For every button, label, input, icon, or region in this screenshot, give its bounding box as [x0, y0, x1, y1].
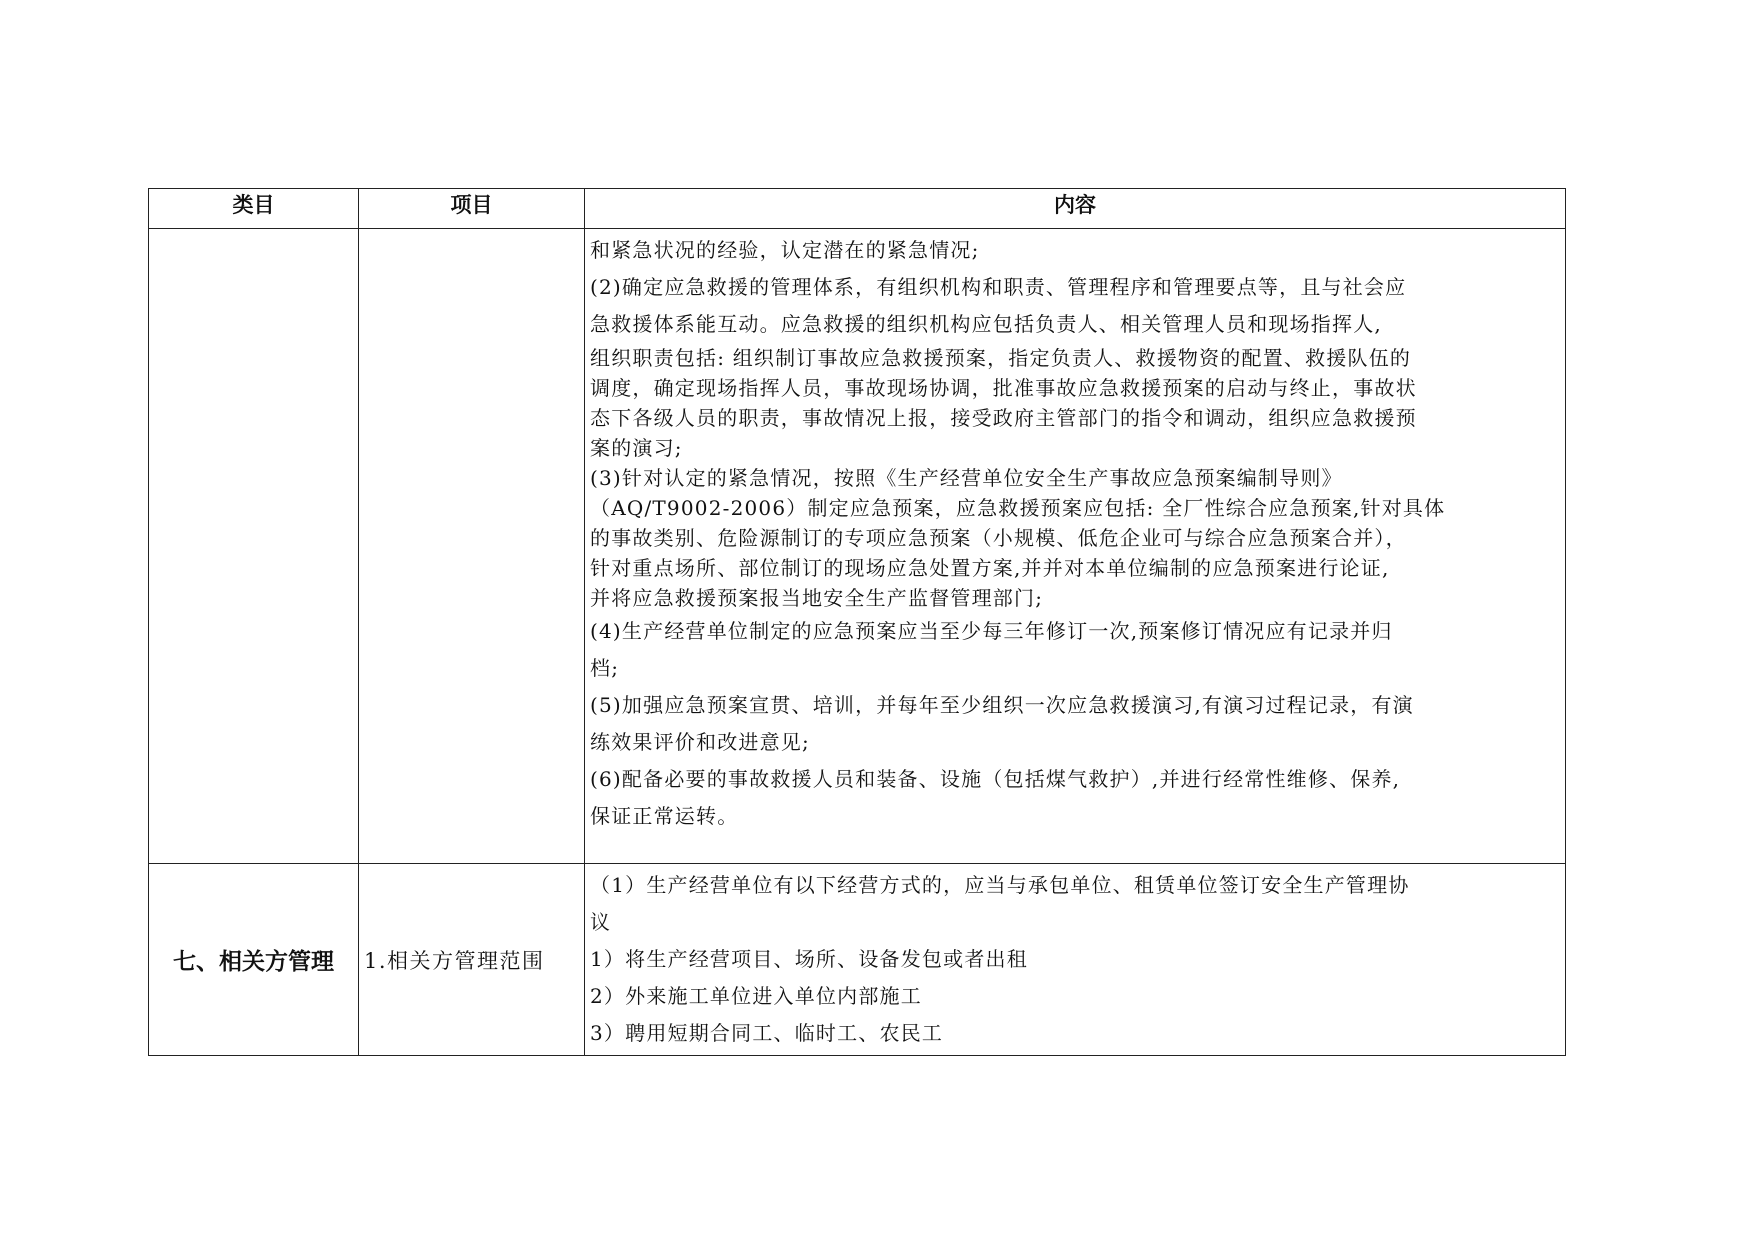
content-line: （1）生产经营单位有以下经营方式的，应当与承包单位、租赁单位签订安全生产管理协 — [590, 873, 1410, 897]
standards-table — [148, 188, 1566, 1056]
content-line: (3)针对认定的紧急情况，按照《生产经营单位安全生产事故应急预案编制导则》 — [590, 466, 1343, 490]
content-line: (4)生产经营单位制定的应急预案应当至少每三年修订一次,预案修订情况应有记录并归 — [590, 619, 1393, 643]
content-line: （AQ/T9002-2006）制定应急预案，应急救援预案应包括: 全厂性综合应急预案,针对具体 — [590, 496, 1446, 520]
table-header-row — [149, 189, 1566, 229]
header-item: 项目 — [359, 189, 585, 229]
content-line: 保证正常运转。 — [590, 804, 739, 828]
header-content: 内容 — [585, 189, 1566, 229]
content-block-2 — [590, 343, 1562, 613]
content-line: 调度，确定现场指挥人员，事故现场协调，批准事故应急救援预案的启动与终止，事故状 — [590, 376, 1417, 400]
content-line: 和紧急状况的经验，认定潜在的紧急情况; — [590, 238, 980, 262]
category-cell — [149, 229, 359, 864]
content-line: 练效果评价和改进意见; — [590, 730, 810, 754]
item-cell — [359, 229, 585, 864]
content-line: 3）聘用短期合同工、临时工、农民工 — [590, 1021, 944, 1045]
content-line: 的事故类别、危险源制订的专项应急预案（小规模、低危企业可与综合应急预案合并）， — [590, 526, 1407, 550]
content-line: 态下各级人员的职责，事故情况上报，接受政府主管部门的指令和调动，组织应急救援预 — [590, 406, 1417, 430]
content-line: 急救援体系能互动。应急救援的组织机构应包括负责人、相关管理人员和现场指挥人, — [590, 312, 1382, 336]
content-line: 案的演习; — [590, 436, 683, 460]
content-line: 议 — [590, 910, 612, 934]
document-page — [148, 188, 1565, 1056]
content-line: 针对重点场所、部位制订的现场应急处置方案,并并对本单位编制的应急预案进行论证, — [590, 556, 1390, 580]
header-category: 类目 — [149, 189, 359, 229]
table-row — [149, 229, 1566, 864]
item-cell: 1.相关方管理范围 — [359, 864, 585, 1056]
content-line: 并将应急救援预案报当地安全生产监督管理部门; — [590, 586, 1044, 610]
content-block-3 — [590, 613, 1562, 835]
content-cell — [585, 864, 1566, 1056]
content-line: (6)配备必要的事故救援人员和装备、设施（包括煤气救护）,并进行经常性维修、保养, — [590, 767, 1401, 791]
category-cell: 七、相关方管理 — [149, 864, 359, 1056]
content-line: 档; — [590, 656, 620, 680]
content-line: 2）外来施工单位进入单位内部施工 — [590, 984, 922, 1008]
content-line: (5)加强应急预案宣贯、培训，并每年至少组织一次应急救援演习,有演习过程记录，有演 — [590, 693, 1414, 717]
content-line: (2)确定应急救援的管理体系，有组织机构和职责、管理程序和管理要点等，且与社会应 — [590, 275, 1407, 299]
content-block-1 — [590, 232, 1562, 343]
table-row — [149, 864, 1566, 1056]
content-line: 组织职责包括: 组织制订事故应急救援预案，指定负责人、救援物资的配置、救援队伍的 — [590, 346, 1412, 370]
content-line: 1）将生产经营项目、场所、设备发包或者出租 — [590, 947, 1028, 971]
content-cell — [585, 229, 1566, 864]
